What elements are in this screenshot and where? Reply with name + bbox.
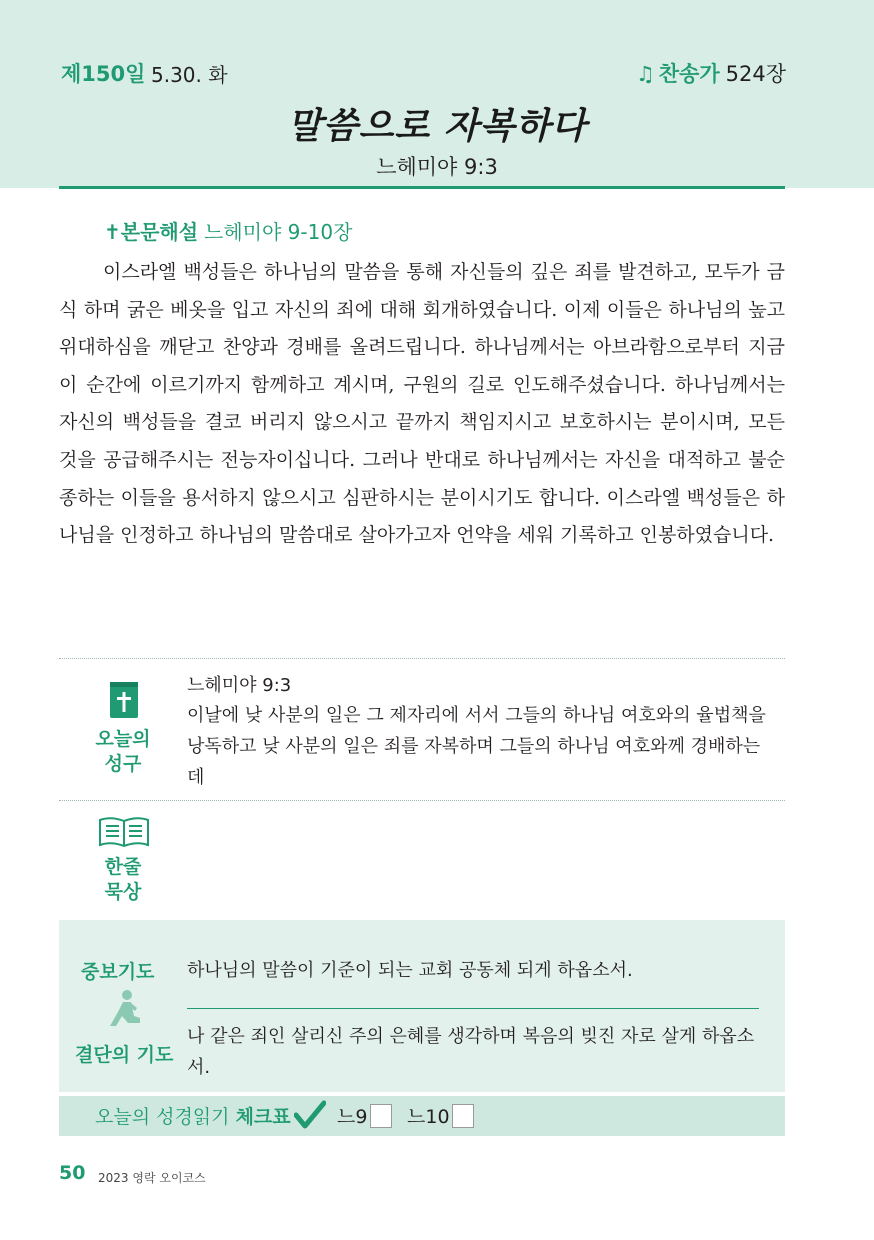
bible-icon <box>107 680 141 720</box>
meditation-label-line2: 묵상 <box>104 881 142 903</box>
commentary-label: 본문해설 <box>120 220 199 244</box>
hymn-number: 524장 <box>725 62 786 86</box>
todays-verse-label <box>68 727 178 777</box>
resolution-label: 결단의 기도 <box>75 1044 174 1066</box>
todays-verse-label-line1: 오늘의 <box>95 728 151 750</box>
hymn-label: 찬송가 <box>658 62 720 86</box>
cross-icon: ✝ <box>104 220 121 244</box>
page-title: 말씀으로 자복하다 <box>287 105 587 147</box>
book-name: 2023 영락 오이코스 <box>98 1171 206 1185</box>
checkbox-2[interactable] <box>452 1104 474 1128</box>
commentary-heading <box>104 216 352 245</box>
checklist-item-1: 느9 <box>337 1106 368 1128</box>
verse-reference: 느헤미야 9:3 <box>187 675 292 696</box>
intercession-label: 중보기도 <box>81 961 155 983</box>
praying-person-icon <box>106 988 144 1032</box>
page-number: 50 <box>59 1162 86 1184</box>
date: 5.30. 화 <box>151 63 228 87</box>
prayer-divider <box>187 1008 759 1009</box>
verse-text: 이날에 낮 사분의 일은 그 제자리에 서서 그들의 하나님 여호와의 율법책을 낭독하고 낮 사분의 일은 죄를 자복하며 그들의 하나님 여호와께 경배하는데 <box>187 705 766 788</box>
intercession-text: 하나님의 말씀이 기준이 되는 교회 공동체 되게 하옵소서. <box>187 960 633 981</box>
commentary-text: 이스라엘 백성들은 하나님의 말씀을 통해 자신들의 깊은 죄를 발견하고, 모두가 금식 하며 굵은 베옷을 입고 자신의 죄에 대해 회개하였습니다. 이제 이들은 하나님의 높고 위대하심을 깨닫고 찬양과 경배를 올려드립니다. 하나님께서는 아브라함으로부터 지금 이 순간에 이르기까지 함께하고 계시며, 구원의 길로 인도해주셨습니다. 하나님께서는 자신의 백성들을 결코 버리지 않으시고 끝까지 책임지시고 보호하시는 분이시며, 모든 것을 공급해주시는 전능자이십니다. 그러나 반대로 하나님께서는 자신을 대적하고 불순종하는 이들을 용서하지 않으시고 심판하시는 분이시기도 합니다. 이스라엘 백성들은 하나님을 인정하고 하나님의 말씀대로 살아가고자 언약을 세워 기록하고 인봉하였습니다. <box>59 261 785 547</box>
resolution-text: 나 같은 죄인 살리신 주의 은혜를 생각하며 복음의 빚진 자로 살게 하옵소서. <box>187 1026 755 1078</box>
checkmark-icon <box>294 1100 326 1130</box>
section-divider <box>59 800 785 801</box>
checkbox-1[interactable] <box>370 1104 392 1128</box>
commentary-range: 느헤미야 9-10장 <box>204 220 353 244</box>
day-number: 제150일 <box>61 62 146 86</box>
checklist-label: 오늘의 성경읽기 <box>95 1106 230 1128</box>
checklist-item-2: 느10 <box>407 1106 450 1128</box>
todays-verse-label-line2: 성구 <box>104 753 142 775</box>
section-divider <box>59 658 785 659</box>
music-note-icon: ♫ <box>635 62 655 86</box>
meditation-label-line1: 한줄 <box>104 856 142 878</box>
header-divider <box>59 186 785 189</box>
open-book-icon <box>97 815 151 849</box>
meditation-label <box>68 855 178 905</box>
scripture-reference: 느헤미야 9:3 <box>376 155 498 179</box>
checklist-label-bold: 체크표 <box>235 1106 291 1128</box>
reading-checklist-label <box>95 1102 291 1129</box>
hymn-info <box>636 58 786 88</box>
